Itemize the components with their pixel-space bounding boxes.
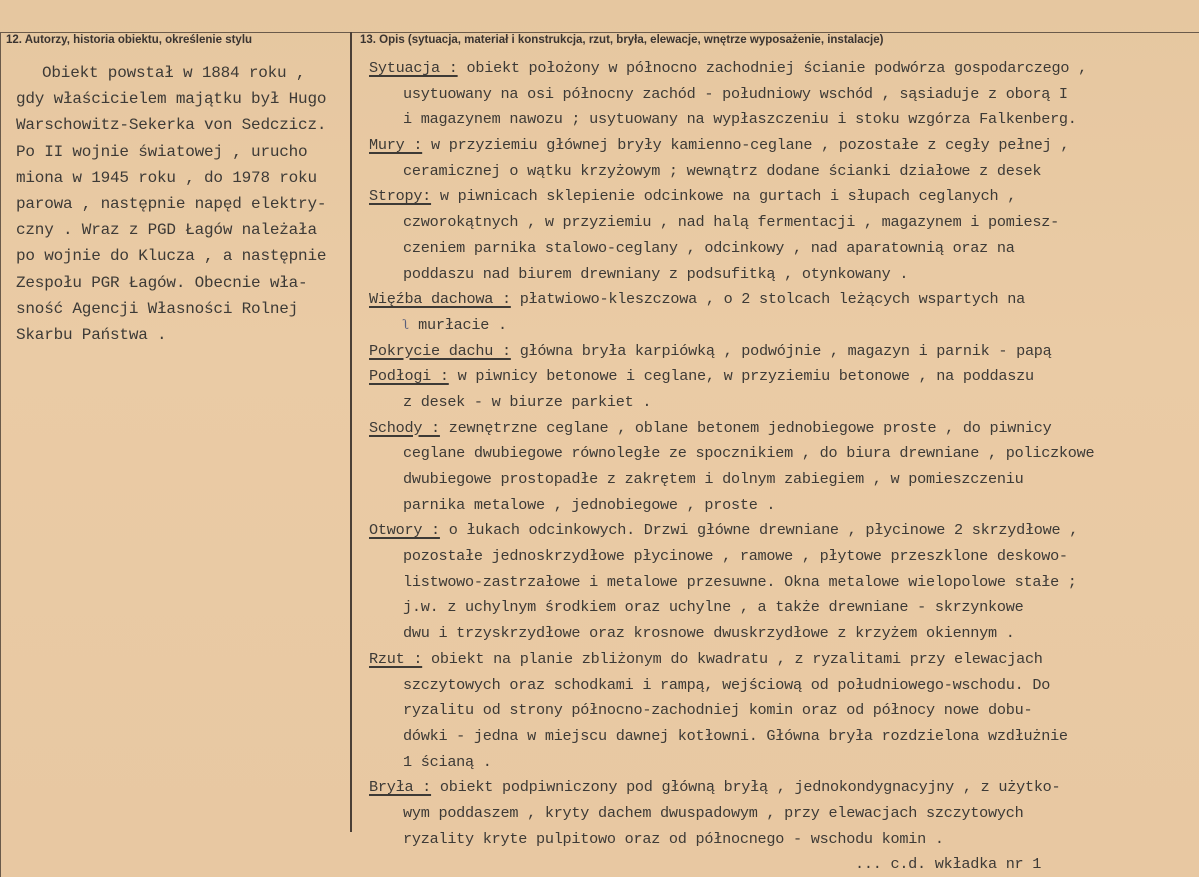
pokrycie-text: główna bryła karpiówką , podwójnie , magazyn i parnik - papą — [510, 341, 1052, 360]
wiezba-text: murłacie . — [418, 315, 507, 334]
schody-line: dwubiegowe prostopadłe z zakrętem i dolnym zabiegiem , w pomieszczeniu — [403, 470, 1024, 488]
description-text — [369, 56, 1197, 877]
pokrycie-line — [369, 339, 1197, 365]
history-line: czny . Wraz z PGD Łagów należała — [16, 221, 317, 240]
otwory-line: dwu i trzyskrzydłowe oraz krosnowe dwuskrzydłowe z krzyżem okiennym . — [403, 624, 1015, 643]
history-line: sność Agencji Własności Rolnej — [16, 299, 299, 318]
history-line: miona w 1945 roku , do 1978 roku — [16, 168, 317, 187]
rzut-line: ryzalitu od strony północno-zachodniej komin oraz od północy nowe dobu- — [403, 701, 1033, 720]
otwory-line: pozostałe jednoskrzydłowe płycinowe , ramowe , płytowe przeszklone deskowo- — [403, 547, 1068, 566]
bryla-text: obiekt podpiwniczony pod główną bryłą , jednokondygnacyjny , z użytko- — [431, 778, 1061, 797]
sytuacja-line: i magazynem nawozu ; usytuowany na wypłaszczeniu i stoku wzgórza Falkenberg. — [403, 110, 1077, 129]
mury-line — [369, 133, 1197, 159]
otwory-line: listwowo-zastrzałowe i metalowe przesuwne. Okna metalowe wielopolowe stałe ; — [403, 572, 1077, 591]
continuation-note: ... c.d. wkładka nr 1 — [855, 855, 1042, 874]
schody-text: zewnętrzne ceglane , oblane betonem jednobiegowe proste , do piwnicy — [439, 418, 1052, 437]
wiezba-line — [369, 313, 1197, 339]
rzut-line: 1 ścianą . — [403, 752, 492, 771]
history-line: Po II wojnie światowej , urucho — [16, 142, 308, 161]
stropy-line: poddaszu nad biurem drewniany z podsufitką , otynkowany . — [403, 264, 909, 283]
otwory-line — [369, 518, 1197, 544]
history-line: po wojnie do Klucza , a następnie — [16, 247, 327, 266]
bryla-line: ryzality kryte pulpitowo oraz od północnego - wschodu komin . — [403, 829, 944, 848]
handwritten-mark-icon: ʅ — [403, 316, 410, 333]
podlogi-line: z desek - w biurze parkiet . — [403, 392, 652, 411]
history-line: Skarbu Państwa . — [16, 325, 167, 344]
mury-label: Mury : — [369, 136, 423, 155]
stropy-label: Stropy: — [369, 187, 432, 206]
wiezba-text: płatwiowo-kleszczowa , o 2 stolcach leżących wspartych na — [510, 290, 1025, 309]
stropy-line: czworokątnych , w przyziemiu , nad halą fermentacji , magazynem i pomiesz- — [403, 213, 1059, 232]
otwory-line: j.w. z uchylnym środkiem oraz uchylne , a także drewniane - skrzynkowe — [403, 598, 1024, 617]
rzut-line: szczytowych oraz schodkami i rampą, wejściową od południowego-wschodu. Do — [403, 675, 1051, 694]
schody-label: Schody : — [369, 418, 440, 437]
history-line: parowa , następnie napęd elektry- — [16, 194, 327, 213]
left-edge-rule — [0, 32, 1, 877]
history-line: gdy właścicielem majątku był Hugo — [16, 90, 327, 109]
sytuacja-line — [369, 56, 1197, 82]
history-line: Obiekt powstał w 1884 roku , — [42, 64, 306, 82]
wiezba-line — [369, 287, 1197, 313]
pokrycie-label: Pokrycie dachu : — [369, 341, 511, 360]
rzut-label: Rzut : — [369, 649, 423, 668]
rzut-line: dówki - jedna w miejscu dawnej kotłowni. Główna bryła rozdzielona wzdłużnie — [403, 726, 1068, 745]
stropy-line — [369, 184, 1197, 210]
rzut-line — [369, 647, 1197, 673]
mury-line: ceramicznej o wątku krzyżowym ; wewnątrz dodane ścianki działowe z desek — [403, 161, 1042, 180]
otwory-text: o łukach odcinkowych. Drzwi główne drewniane , płycinowe 2 skrzydłowe , — [439, 521, 1079, 540]
podlogi-label: Podłogi : — [369, 367, 449, 386]
history-text — [16, 60, 351, 348]
stropy-text: w piwnicach sklepienie odcinkowe na gurtach i słupach ceglanych , — [431, 187, 1017, 206]
history-line: Warschowitz-Sekerka von Sedczicz. — [16, 116, 327, 135]
stropy-line: czeniem parnika stalowo-ceglany , odcinkowy , nad aparatownią oraz na — [403, 238, 1015, 257]
section-13-heading: 13. Opis (sytuacja, materiał i konstrukcja, rzut, bryła, elewacje, wnętrze wyposażenie, instalacje) — [360, 34, 884, 46]
podlogi-line — [369, 364, 1197, 390]
history-line: Zespołu PGR Łagów. Obecnie wła- — [16, 273, 308, 292]
bryla-label: Bryła : — [369, 778, 432, 797]
wiezba-label: Więźba dachowa : — [369, 290, 511, 309]
header-rule — [0, 32, 1199, 33]
bryla-line: wym poddaszem , kryty dachem dwuspadowym , przy elewacjach szczytowych — [403, 803, 1024, 822]
sytuacja-text: obiekt położony w północno zachodniej ścianie podwórza gospodarczego , — [457, 59, 1087, 77]
schody-line — [369, 416, 1197, 442]
schody-line: parnika metalowe , jednobiegowe , proste . — [403, 495, 776, 514]
otwory-label: Otwory : — [369, 521, 440, 540]
bryla-line — [369, 775, 1197, 801]
section-12-heading: 12. Autorzy, historia obiektu, określenie stylu — [6, 34, 253, 46]
schody-line: ceglane dwubiegowe równoległe ze spocznikiem , do biura drewniane , policzkowe — [403, 444, 1095, 463]
sytuacja-label: Sytuacja : — [369, 59, 458, 77]
mury-text: w przyziemiu głównej bryły kamienno-ceglane , pozostałe z cegły pełnej , — [422, 136, 1070, 155]
podlogi-text: w piwnicy betonowe i ceglane, w przyziemiu betonowe , na poddaszu — [448, 367, 1034, 386]
sytuacja-line: usytuowany na osi północny zachód - południowy wschód , sąsiaduje z oborą I — [403, 84, 1068, 103]
rzut-text: obiekt na planie zbliżonym do kwadratu , z ryzalitami przy elewacjach — [422, 649, 1043, 668]
